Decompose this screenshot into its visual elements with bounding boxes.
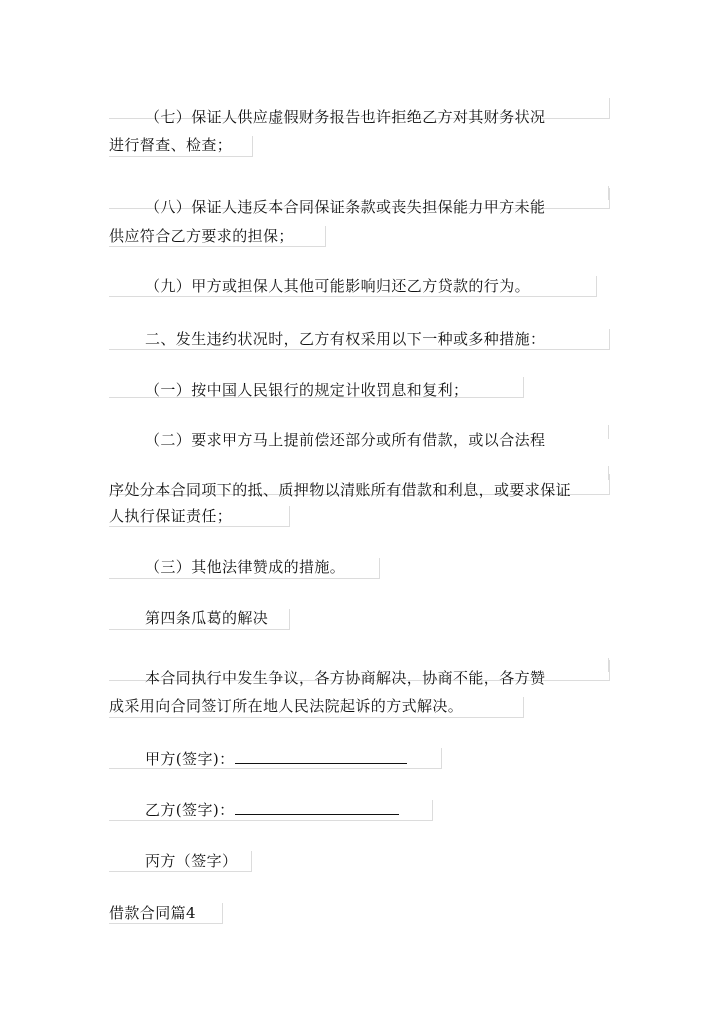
section-title-loan-contract-4: 借款合同篇4 bbox=[109, 904, 196, 922]
party-a-signature-line bbox=[235, 749, 407, 764]
measure-2-line-2: 序处分本合同项下的抵、质押物以清账所有借款和利息，或要求保证 bbox=[109, 481, 572, 499]
dispute-line-2: 成采用向合同签订所在地人民法院起诉的方式解决。 bbox=[109, 697, 464, 715]
measure-1: （一）按中国人民银行的规定计收罚息和复利； bbox=[145, 381, 469, 399]
text-frame bbox=[109, 226, 326, 247]
article-4-heading: 第四条瓜葛的解决 bbox=[145, 609, 269, 627]
party-a-label: 甲方(签字)： bbox=[145, 750, 235, 768]
clause-7-line-1: （七）保证人供应虚假财务报告也许拒绝乙方对其财务状况 bbox=[145, 108, 546, 126]
text-frame bbox=[608, 425, 609, 439]
dispute-line-1: 本合同执行中发生争议，各方协商解决，协商不能，各方赞 bbox=[145, 669, 546, 687]
text-frame bbox=[109, 136, 253, 157]
clause-8-line-2: 供应符合乙方要求的担保； bbox=[109, 227, 294, 245]
section-2-heading: 二、发生违约状况时，乙方有权采用以下一种或多种措施： bbox=[145, 330, 546, 348]
party-b-label: 乙方(签字)： bbox=[145, 801, 235, 819]
text-frame bbox=[109, 697, 524, 718]
measure-2-line-1: （二）要求甲方马上提前偿还部分或所有借款，或以合法程 bbox=[145, 431, 546, 449]
clause-7-line-2: 进行督查、检查； bbox=[109, 136, 233, 154]
party-a-signature bbox=[109, 746, 407, 772]
party-c-signature: 丙方（签字） bbox=[145, 852, 238, 870]
measure-2-line-3: 人执行保证责任； bbox=[109, 507, 233, 525]
text-frame bbox=[109, 506, 290, 527]
clause-9: （九）甲方或担保人其他可能影响归还乙方贷款的行为。 bbox=[145, 277, 531, 295]
clause-8-line-1: （八）保证人违反本合同保证条款或丧失担保能力甲方未能 bbox=[145, 198, 546, 216]
measure-3: （三）其他法律赞成的措施。 bbox=[145, 558, 346, 576]
party-b-signature bbox=[109, 797, 399, 823]
party-b-signature-line bbox=[235, 800, 399, 815]
